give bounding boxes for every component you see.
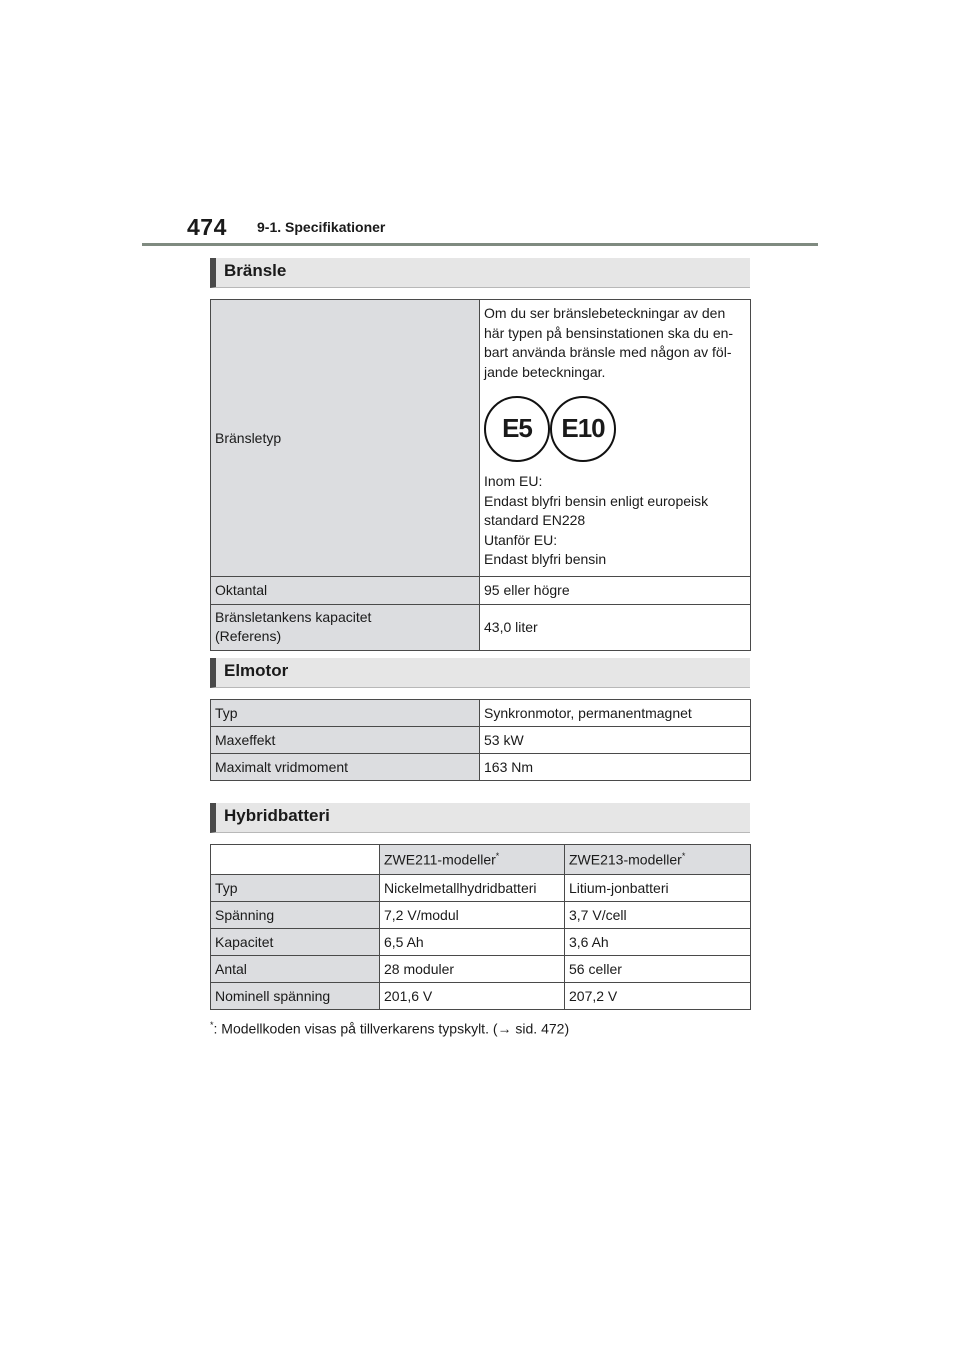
battery-col-zwe211: [380, 845, 565, 875]
fuel-type-line: Endast blyfri bensin: [484, 551, 607, 567]
header-rule: [142, 243, 818, 246]
section-battery-heading: [210, 803, 750, 833]
octane-value: 95 eller högre: [480, 576, 751, 604]
battery-cell: 207,2 V: [565, 983, 751, 1010]
battery-cell: 7,2 V/modul: [380, 902, 565, 929]
tank-capacity-label-line: Bränsletankens kapacitet: [215, 609, 372, 625]
motor-torque-label: Maximalt vridmoment: [211, 754, 480, 781]
table-row: [211, 902, 751, 929]
fuel-type-line: här typen på bensinstationen ska du en-: [484, 324, 734, 341]
battery-row-label: Typ: [211, 875, 380, 902]
battery-row-label: Kapacitet: [211, 929, 380, 956]
footnote-text: : Modellkoden visas på tillverkarens typskylt. (→ sid. 472): [213, 1020, 570, 1037]
table-row: [211, 727, 751, 754]
motor-table: [210, 699, 751, 781]
section-motor-title: Elmotor: [224, 661, 289, 680]
battery-cell: 201,6 V: [380, 983, 565, 1010]
battery-col-zwe213: [565, 845, 751, 875]
table-row: [211, 983, 751, 1010]
e5-fuel-badge: E5: [484, 396, 550, 462]
footnote-marker: *: [495, 851, 500, 862]
col-header-label: ZWE211-modeller: [384, 851, 496, 868]
table-row: [211, 300, 751, 577]
motor-type-label: Typ: [211, 700, 480, 727]
battery-row-label: Antal: [211, 956, 380, 983]
battery-cell: 3,7 V/cell: [565, 902, 751, 929]
battery-cell: 6,5 Ah: [380, 929, 565, 956]
motor-torque-value: 163 Nm: [480, 754, 751, 781]
tank-capacity-label-line: (Referens): [215, 628, 282, 644]
fuel-type-line: Inom EU:: [484, 473, 543, 489]
fuel-type-line: jande beteckningar.: [484, 363, 606, 380]
fuel-table: [210, 299, 751, 651]
col-header-label: ZWE213-modeller: [569, 851, 682, 868]
table-row: [211, 956, 751, 983]
footnote-marker: *: [210, 1020, 214, 1030]
battery-row-label: Nominell spänning: [211, 983, 380, 1010]
table-header-row: [211, 845, 751, 875]
fuel-type-line: standard EN228: [484, 512, 586, 528]
fuel-type-value: [480, 300, 751, 577]
footnote: [210, 1020, 569, 1037]
fuel-type-line: Utanför EU:: [484, 531, 558, 548]
battery-cell: Nickelmetallhydridbatteri: [380, 875, 565, 902]
battery-empty-header: [211, 845, 380, 875]
e10-fuel-badge: E10: [550, 396, 616, 462]
motor-type-value: Synkronmotor, permanentmagnet: [480, 700, 751, 727]
section-motor-heading: [210, 658, 750, 688]
chapter-title: 9-1. Specifikationer: [257, 219, 386, 235]
table-row: [211, 700, 751, 727]
section-fuel-heading: [210, 258, 750, 288]
battery-row-label: Spänning: [211, 902, 380, 929]
table-row: [211, 929, 751, 956]
fuel-type-line: Om du ser bränslebeteckningar av den: [484, 305, 726, 321]
motor-power-label: Maxeffekt: [211, 727, 480, 754]
motor-power-value: 53 kW: [480, 727, 751, 754]
fuel-type-line: Endast blyfri bensin enligt europeisk: [484, 492, 709, 509]
table-row: [211, 875, 751, 902]
tank-capacity-label: [211, 604, 480, 650]
page-number: 474: [187, 214, 227, 240]
fuel-badges: [484, 396, 746, 462]
section-fuel-title: Bränsle: [224, 261, 287, 280]
table-row: [211, 576, 751, 604]
footnote-marker: *: [681, 851, 686, 862]
battery-cell: 3,6 Ah: [565, 929, 751, 956]
table-row: [211, 604, 751, 650]
fuel-type-line: bart använda bränsle med någon av föl-: [484, 344, 732, 360]
battery-cell: 56 celler: [565, 956, 751, 983]
octane-label: Oktantal: [211, 576, 480, 604]
fuel-type-label: Bränsletyp: [211, 300, 480, 577]
battery-cell: 28 moduler: [380, 956, 565, 983]
tank-capacity-value: 43,0 liter: [480, 604, 751, 650]
battery-cell: Litium-jonbatteri: [565, 875, 751, 902]
table-row: [211, 754, 751, 781]
battery-table: [210, 844, 751, 1010]
section-battery-title: Hybridbatteri: [224, 806, 330, 825]
